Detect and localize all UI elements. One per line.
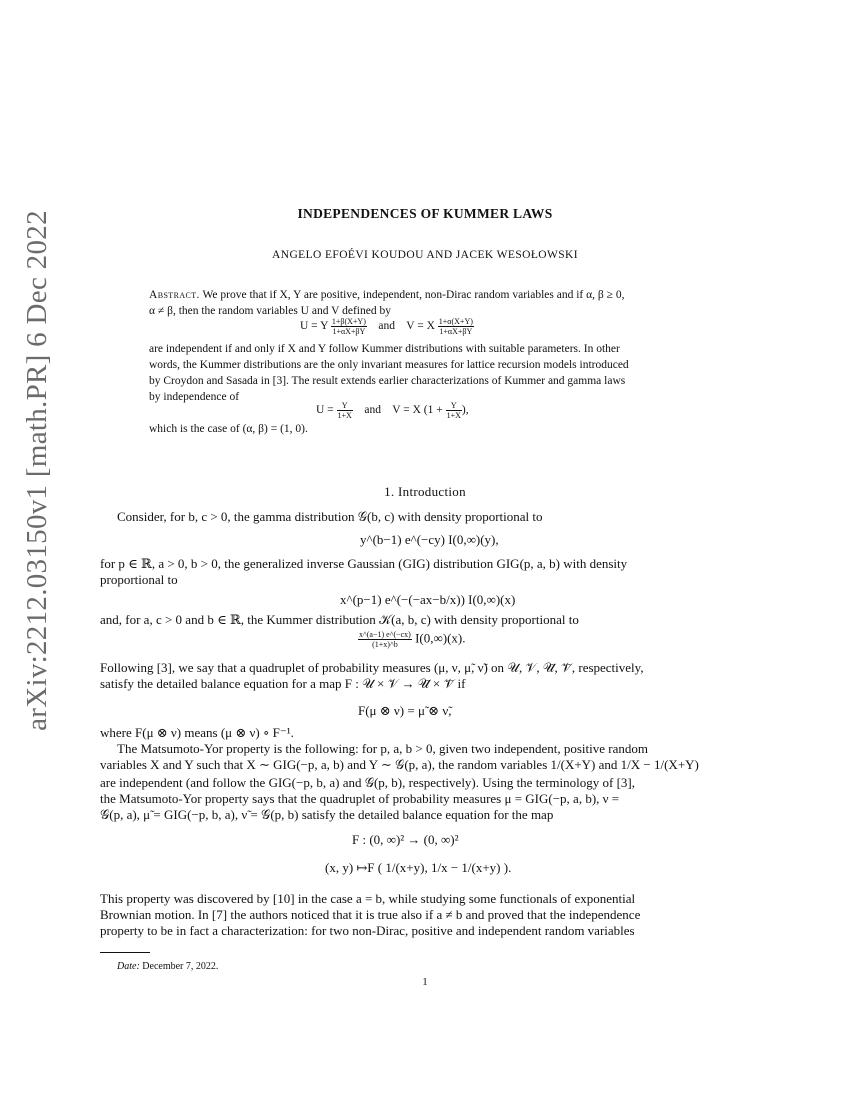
fraction: $\frac{1+\alpha(X+Y)}{1+\alpha X+\beta Y}$ — [438, 317, 473, 336]
paragraph-7b: Brownian motion. In [7] the authors noticed that it is true also if a ≠ b and proved that the independence — [100, 907, 641, 922]
abstract-line-3: are independent if and only if X and Y follow Kummer distributions with suitable parameters. In other — [149, 343, 620, 355]
abstract-equation-1: U = Y $\frac{1+\beta(X+Y)}{1+\alpha X+\beta Y}$ and V = X $\frac{1+\alpha(X+Y)}{1+\alpha X+\beta Y}$ — [300, 317, 473, 336]
paragraph-7c: property to be in fact a characterization: for two non-Dirac, positive and independent random variables — [100, 923, 635, 938]
equation-map-1: F : (0, ∞)² → (0, ∞)² — [352, 832, 459, 847]
paragraph-6e: 𝒢(p, a), μ̃ = GIG(−p, b, a), ν̃ = 𝒢(p, b) satisfy the detailed balance equation for the map — [100, 807, 554, 822]
fraction: $\frac{Y}{1+X}$ — [446, 401, 461, 420]
paragraph-4a: Following [3], we say that a quadruplet of probability measures (μ, ν, μ̃, ν̃) on 𝒰, 𝒱, 𝒰̃, 𝒱̃, respectively, — [100, 660, 644, 675]
abstract-line-6: by independence of — [149, 391, 240, 403]
paragraph-6c: are independent (and follow the GIG(−p, b, a) and 𝒢(p, b), respectively). Using the terminology of [3], — [100, 775, 635, 790]
equation-kummer: $\frac{x\^{}(a-1) e\^{}(-cx)}{(1+x)\^{}b}$ I(0,∞)(x). — [359, 630, 466, 649]
footnote-text: December 7, 2022. — [142, 961, 219, 972]
abstract-label: Abstract. — [149, 289, 200, 301]
paragraph-6b: variables X and Y such that X ∼ GIG(−p, a, b) and Y ∼ 𝒢(p, a), the random variables 1/(X+Y) and 1/X − 1/(X+Y) — [100, 757, 699, 772]
abstract-text: We prove that if X, Y are positive, independent, non-Dirac random variables and if α, β ≥ 0, — [202, 289, 625, 301]
paragraph-1: Consider, for b, c > 0, the gamma distribution 𝒢(b, c) with density proportional to — [117, 509, 543, 524]
paragraph-6a: The Matsumoto-Yor property is the following: for p, a, b > 0, given two independent, positive random — [117, 741, 648, 756]
arxiv-sidebar-stamp — [12, 209, 62, 731]
paragraph-3: and, for a, c > 0 and b ∈ ℝ, the Kummer distribution 𝒦(a, b, c) with density proportional to — [100, 612, 579, 627]
arxiv-id: arXiv:2212.03150v1 [math.PR] 6 Dec 2022 — [20, 209, 53, 731]
paragraph-4b: satisfy the detailed balance equation for a map F : 𝒰 × 𝒱 → 𝒰̃ × 𝒱̃ if — [100, 676, 466, 691]
footnote-rule — [100, 952, 150, 953]
equation-gig: x^(p−1) e^(−(−ax−b/x)) I(0,∞)(x) — [340, 592, 516, 607]
footnote — [117, 961, 218, 972]
fraction: $\frac{1+\beta(X+Y)}{1+\alpha X+\beta Y}$ — [331, 317, 366, 336]
fraction: $\frac{x\^{}(a-1) e\^{}(-cx)}{(1+x)\^{}b}$ — [359, 630, 411, 649]
footnote-label: Date: — [117, 961, 140, 972]
abstract-line-5: by Croydon and Sasada in [3]. The result extends earlier characterizations of Kummer and gamma laws — [149, 375, 626, 387]
equation-map-2: (x, y) ↦F ( 1/(x+y), 1/x − 1/(x+y) ). — [325, 860, 512, 875]
paper-title: INDEPENDENCES OF KUMMER LAWS — [297, 206, 553, 221]
paper-authors: ANGELO EFOÉVI KOUDOU AND JACEK WESOŁOWSKI — [272, 249, 578, 261]
fraction: $\frac{Y}{1+X}$ — [337, 401, 352, 420]
paragraph-5: where F(μ ⊗ ν) means (μ ⊗ ν) ∘ F⁻¹. — [100, 725, 294, 740]
equation-gamma: y^(b−1) e^(−cy) I(0,∞)(y), — [360, 532, 499, 547]
abstract-line-7: which is the case of (α, β) = (1, 0). — [149, 423, 308, 435]
paragraph-6d: the Matsumoto-Yor property says that the quadruplet of probability measures μ = GIG(−p, a, b), ν = — [100, 791, 620, 806]
paragraph-7a: This property was discovered by [10] in the case a = b, while studying some functionals of exponential — [100, 891, 636, 906]
abstract-line-4: words, the Kummer distributions are the only invariant measures for lattice recursion models introduced — [149, 359, 629, 371]
abstract-line-2: α ≠ β, then the random variables U and V defined by — [149, 305, 391, 317]
paragraph-2b: proportional to — [100, 572, 178, 587]
page-number: 1 — [422, 976, 428, 988]
abstract-line-1 — [149, 287, 701, 304]
paragraph-2a: for p ∈ ℝ, a > 0, b > 0, the generalized inverse Gaussian (GIG) distribution GIG(p, a, b) with density — [100, 556, 628, 571]
equation-balance: F(μ ⊗ ν) = μ̃ ⊗ ν̃, — [358, 703, 452, 718]
abstract-equation-2: U = $\frac{Y}{1+X}$ and V = X (1 + $\frac{Y}{1+X}$ ), — [316, 401, 469, 420]
section-heading: 1. Introduction — [384, 484, 466, 499]
